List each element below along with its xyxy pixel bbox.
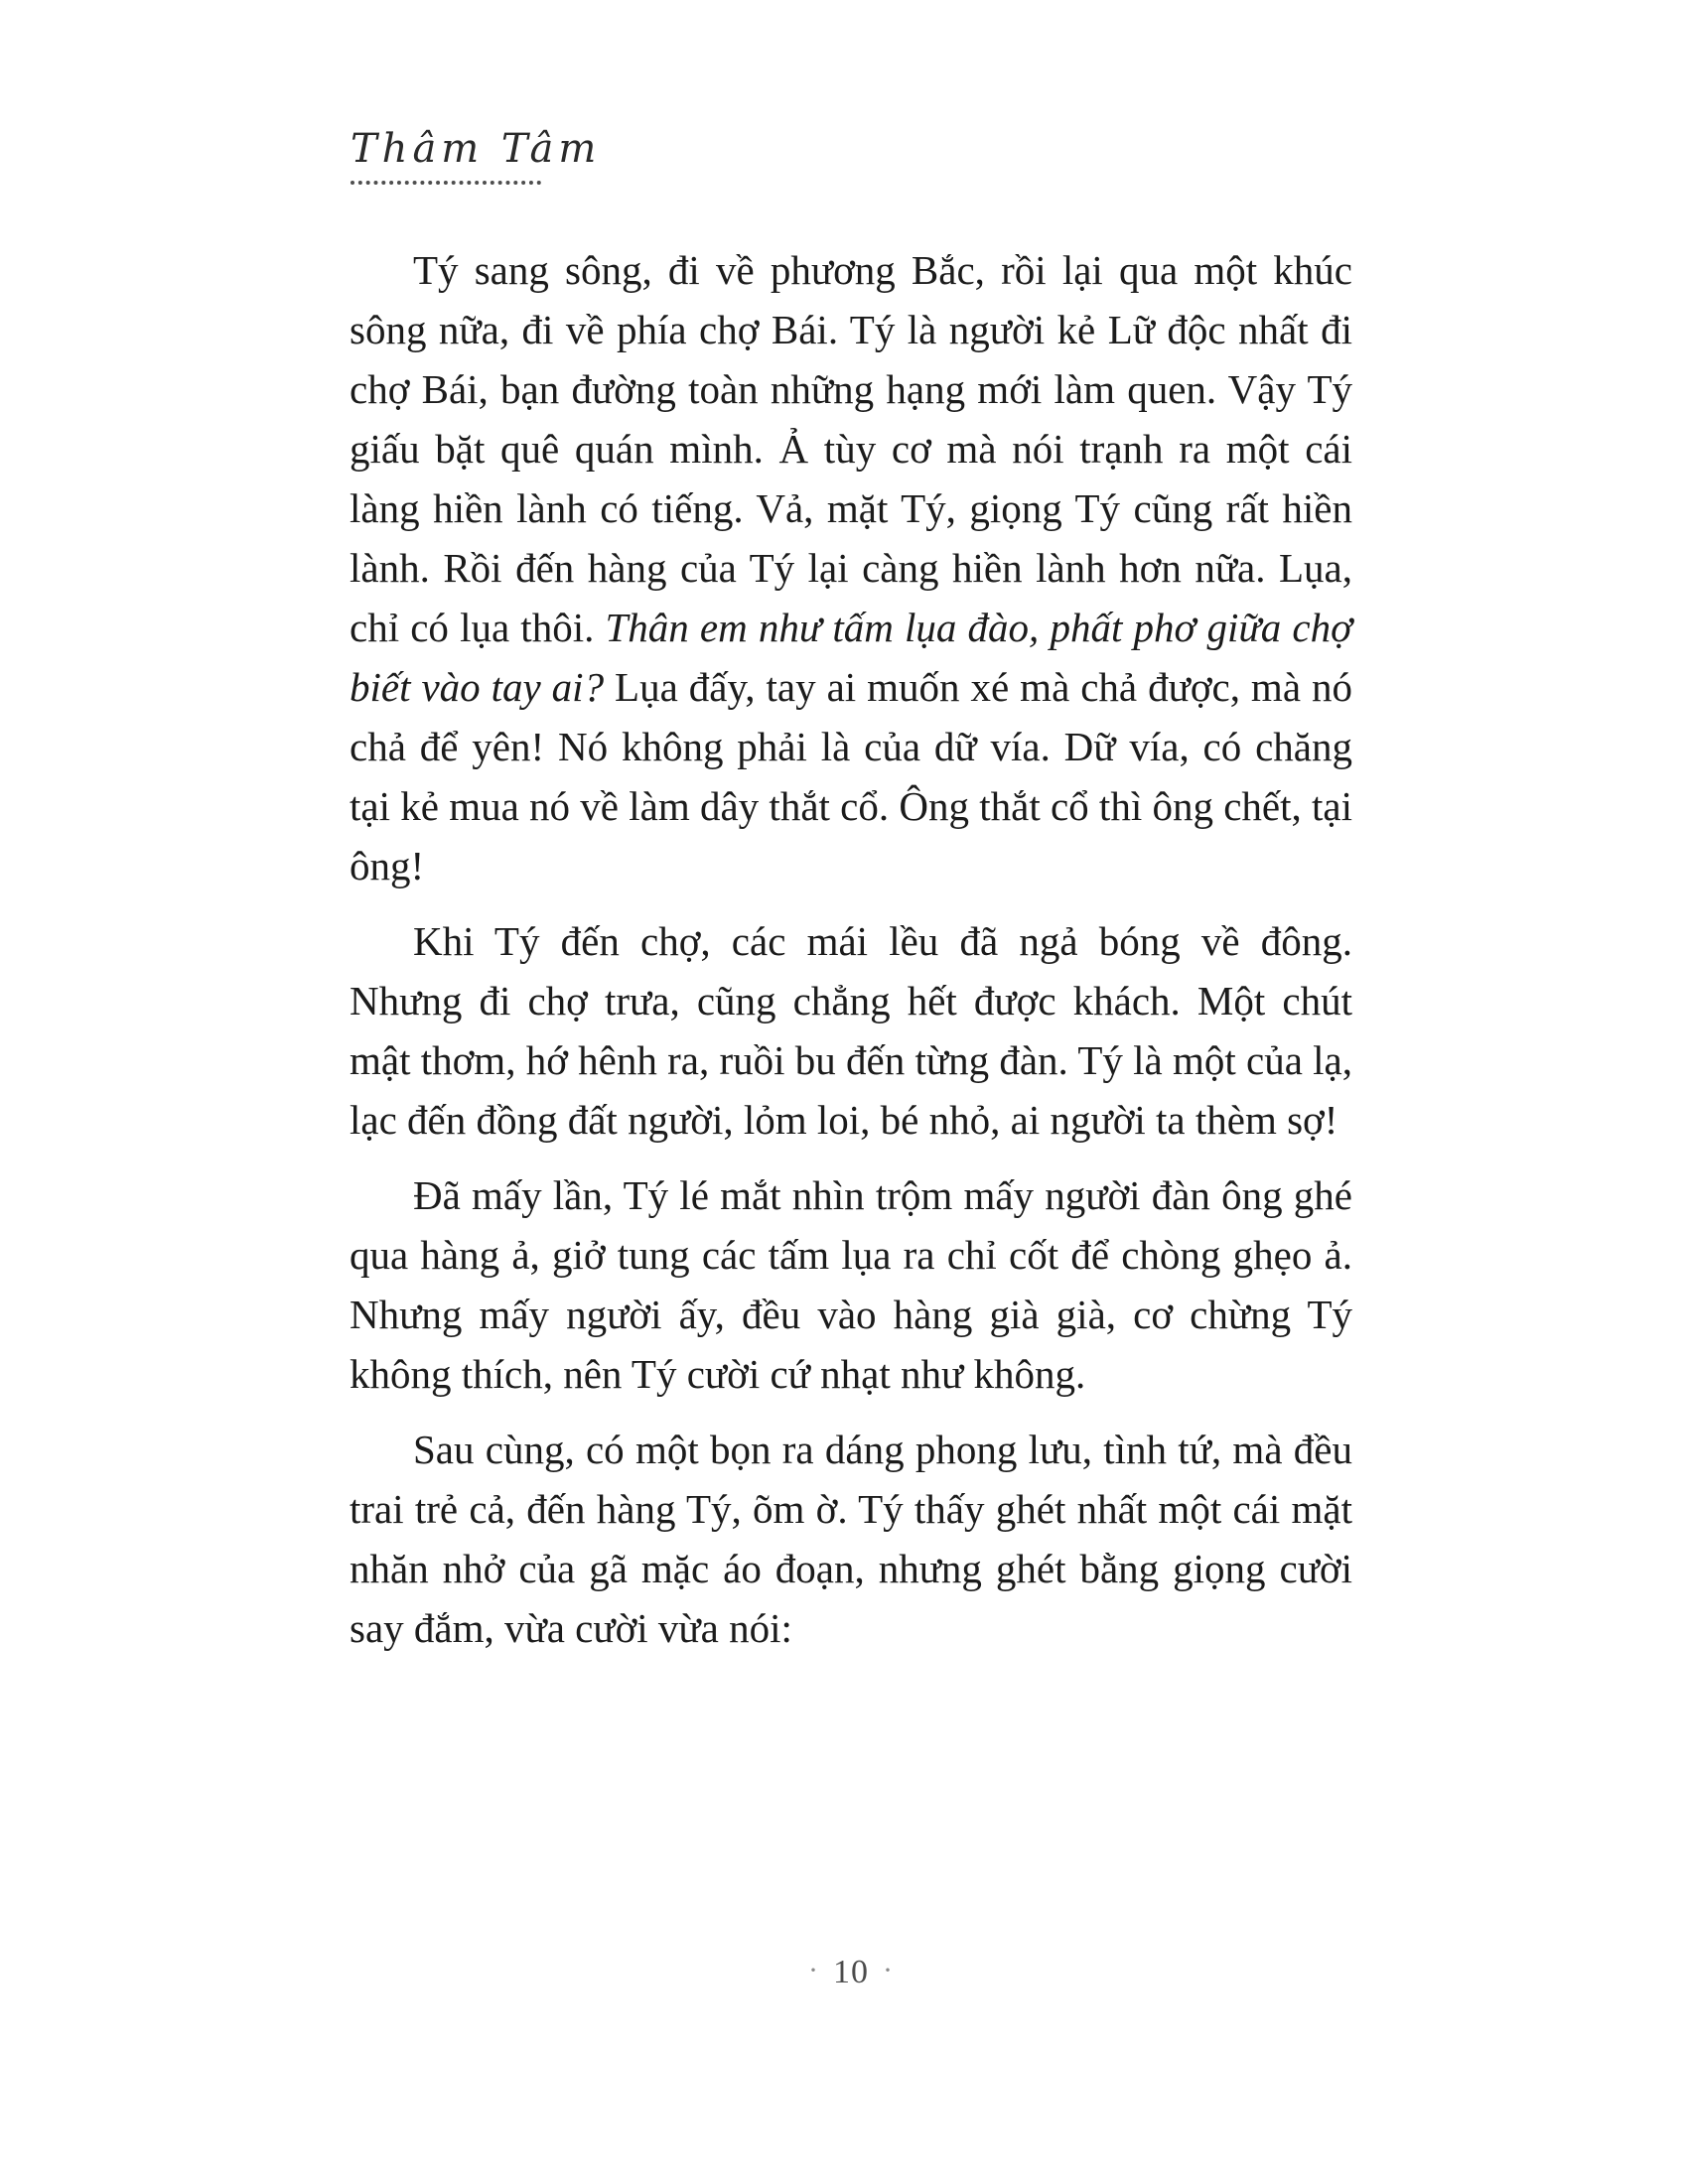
footer-left-dot: · xyxy=(808,1954,819,1986)
text-segment: Đã mấy lần, Tý lé mắt nhìn trộm mấy người đàn ông ghé qua hàng ả, giở tung các tấm lụa ra chỉ cốt để chòng ghẹo ả. Nhưng mấy người ấy, đều vào hàng già già, cơ chừng Tý không thích, nên Tý cười cứ nhạt như không. xyxy=(350,1172,1352,1397)
paragraph xyxy=(350,1420,1352,1658)
paragraph xyxy=(350,911,1352,1150)
dotted-rule xyxy=(351,181,541,185)
text-segment-italic: Thân em như tấm lụa đào, phất phơ giữa chợ biết vào tay ai? xyxy=(350,605,1352,710)
text-segment: Khi Tý đến chợ, các mái lều đã ngả bóng về đông. Nhưng đi chợ trưa, cũng chẳng hết được khách. Một chút mật thơm, hớ hênh ra, ruồi bu đến từng đàn. Tý là một của lạ, lạc đến đồng đất người, lỏm loi, bé nhỏ, ai người ta thèm sợ! xyxy=(350,918,1352,1143)
paragraph xyxy=(350,240,1352,895)
text-segment: Sau cùng, có một bọn ra dáng phong lưu, tình tứ, mà đều trai trẻ cả, đến hàng Tý, õm ờ. Tý thấy ghét nhất một cái mặt nhăn nhở của gã mặc áo đoạn, nhưng ghét bằng giọng cười say đắm, vừa cười vừa nói: xyxy=(350,1427,1352,1651)
footer-right-dot: · xyxy=(883,1954,894,1986)
text-segment: Lụa đấy, tay ai muốn xé mà chả được, mà nó chả để yên! Nó không phải là của dữ vía. Dữ vía, có chăng tại kẻ mua nó về làm dây thắt cổ. Ông thắt cổ thì ông chết, tại ông! xyxy=(350,664,1352,888)
text-segment: Tý sang sông, đi về phương Bắc, rồi lại qua một khúc sông nữa, đi về phía chợ Bái. Tý là người kẻ Lữ độc nhất đi chợ Bái, bạn đường toàn những hạng mới làm quen. Vậy Tý giấu bặt quê quán mình. Ả tùy cơ mà nói trạnh ra một cái làng hiền lành có tiếng. Vả, mặt Tý, giọng Tý cũng rất hiền lành. Rồi đến hàng của Tý lại càng hiền lành hơn nữa. Lụa, chỉ có lụa thôi. xyxy=(350,247,1352,650)
author-header: Thâm Tâm xyxy=(351,126,602,172)
paragraph xyxy=(350,1165,1352,1404)
page-footer xyxy=(350,1954,1352,1991)
running-head xyxy=(351,127,601,185)
body-text xyxy=(350,240,1352,1658)
page-number: 10 xyxy=(833,1954,869,1990)
